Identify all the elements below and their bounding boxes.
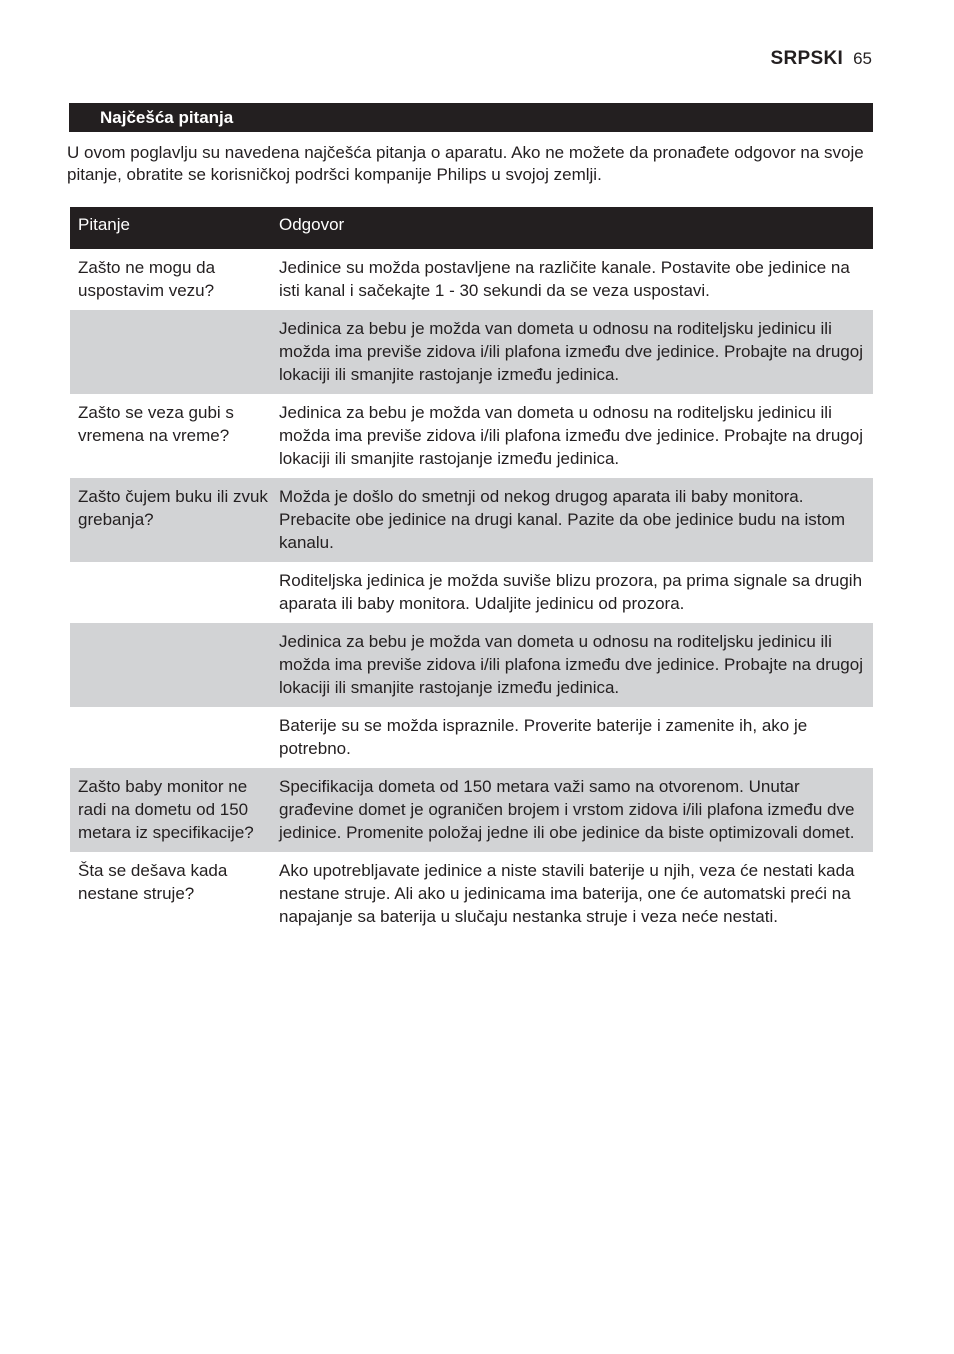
answer-cell: Roditeljska jedinica je možda suviše blizu prozora, pa prima signale sa drugih aparata ili baby monitora. Udaljite jedinicu od prozora. [279,571,863,613]
table-row [70,623,873,707]
answer-cell: Ako upotrebljavate jedinice a niste stavili baterije u njih, veza će nestati kada nestane struje. Ali ako u jedinicama ima baterija, one će automatski preći na napajanje sa baterija u slučaju nestanka struje i veza neće nestati. [279,861,855,926]
answer-cell: Jedinica za bebu je možda van dometa u odnosu na roditeljsku jedinicu ili možda ima previše zidova i/ili plafona između dve jedinice. Probajte na drugoj lokaciji ili smanjite rastojanje između jedinica. [279,632,863,697]
question-cell [70,630,279,699]
question-cell: Zašto baby monitor ne radi na dometu od 150 metara iz specifikacije? [78,777,254,842]
table-row [70,768,873,852]
answer-cell: Možda je došlo do smetnji od nekog drugog aparata ili baby monitora. Prebacite obe jedinice na drugi kanal. Pazite da obe jedinice budu na istom kanalu. [279,487,846,552]
page-number: 65 [853,49,872,68]
question-cell: Zašto čujem buku ili zvuk grebanja? [78,487,268,529]
table-row [70,249,873,310]
table-row [70,478,873,562]
question-cell [70,569,279,615]
section-title: Najčešća pitanja [100,108,234,127]
column-header-answer: Odgovor [279,215,345,234]
table-header-row [70,207,873,249]
table-row [70,562,873,623]
question-cell [70,714,279,760]
table-row [70,707,873,768]
answer-cell: Jedinica za bebu je možda van dometa u odnosu na roditeljsku jedinicu ili možda ima previše zidova i/ili plafona između dve jedinice. Probajte na drugoj lokaciji ili smanjite rastojanje između jedinica. [279,403,863,468]
table-row [70,310,873,394]
answer-cell: Baterije su se možda ispraznile. Proverite baterije i zamenite ih, ako je potrebno. [279,716,808,758]
faq-table [70,207,873,936]
language-label: SRPSKI [770,48,844,69]
question-cell: Zašto se veza gubi s vremena na vreme? [78,403,234,445]
page-header [771,48,872,70]
table-row [70,394,873,478]
answer-cell: Specifikacija dometa od 150 metara važi samo na otvorenom. Unutar građevine domet je ograničen brojem i vrstom zidova i/ili plafona između dve jedinice. Promenite položaj jedne ili obe jedinice da biste optimizovali domet. [279,777,855,842]
answer-cell: Jedinica za bebu je možda van dometa u odnosu na roditeljsku jedinicu ili možda ima previše zidova i/ili plafona između dve jedinice. Probajte na drugoj lokaciji ili smanjite rastojanje između jedinica. [279,319,863,384]
question-cell: Šta se dešava kada nestane struje? [78,861,228,903]
intro-paragraph: U ovom poglavlju su navedena najčešća pitanja o aparatu. Ako ne možete da pronađete odgovor na svoje pitanje, obratite se korisničkoj podršci kompanije Philips u svojoj zemlji. [67,143,864,184]
question-cell: Zašto ne mogu da uspostavim vezu? [78,258,216,300]
question-cell [70,317,279,386]
answer-cell: Jedinice su možda postavljene na različite kanale. Postavite obe jedinice na isti kanal i sačekajte 1 - 30 sekundi da se veza uspostavi. [279,258,850,300]
section-heading-bar [69,103,873,132]
table-row [70,852,873,936]
column-header-question: Pitanje [78,215,130,234]
